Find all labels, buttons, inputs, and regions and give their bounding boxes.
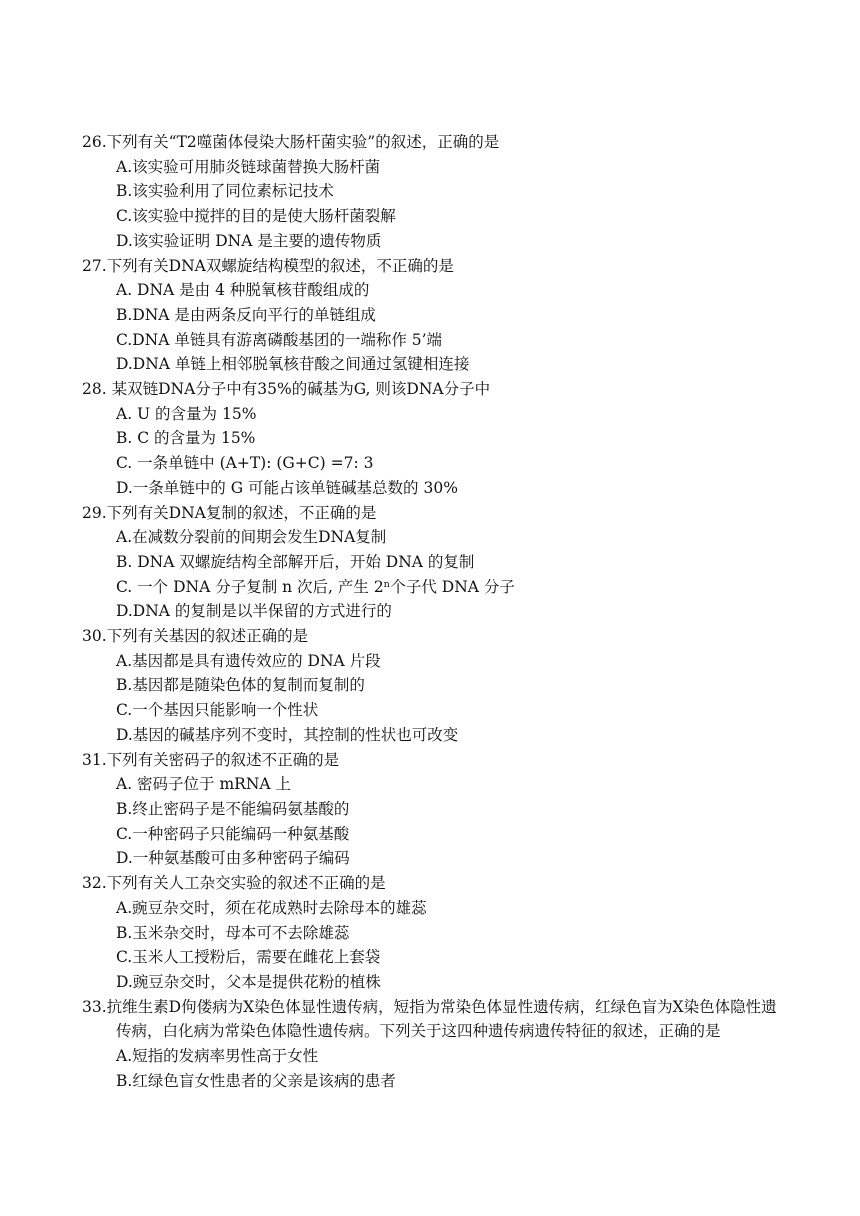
question-stem: 30.下列有关基因的叙述正确的是	[82, 627, 309, 646]
question-stem: 27.下列有关DNA双螺旋结构模型的叙述，不正确的是	[82, 256, 454, 275]
question-stem: 29.下列有关DNA复制的叙述，不正确的是	[82, 503, 377, 522]
question-stem: 32.下列有关人工杂交实验的叙述不正确的是	[82, 874, 386, 893]
question-26	[82, 130, 782, 254]
option-a: A.在减数分裂前的间期会发生DNA复制	[116, 528, 387, 547]
option-list	[82, 772, 782, 871]
option-b: B.DNA 是由两条反向平行的单链组成	[116, 305, 376, 324]
option-c: C. 一个 DNA 分子复制 n 次后, 产生 2ⁿ个子代 DNA 分子	[116, 577, 515, 596]
option-b: B. C 的含量为 15%	[116, 429, 256, 448]
option-d: D.一条单链中的 G 可能占该单链碱基总数的 30%	[116, 478, 458, 497]
option-d: D.一种氨基酸可由多种密码子编码	[116, 849, 350, 868]
option-list	[82, 896, 782, 995]
option-c: C.一个基因只能影响一个性状	[116, 701, 319, 720]
question-30	[82, 624, 782, 748]
option-list	[82, 402, 782, 501]
option-list	[82, 1044, 782, 1093]
option-c: C. 一条单链中 (A+T): (G+C) =7: 3	[116, 454, 374, 473]
question-stem: 26.下列有关“T2噬菌体侵染大肠杆菌实验”的叙述，正确的是	[82, 133, 500, 151]
option-list	[82, 525, 782, 624]
option-c: C.玉米人工授粉后，需要在雌花上套袋	[116, 948, 381, 967]
option-d: D.豌豆杂交时，父本是提供花粉的植株	[116, 972, 381, 991]
question-31	[82, 748, 782, 872]
option-a: A. U 的含量为 15%	[116, 404, 257, 423]
option-b: B. DNA 双螺旋结构全部解开后，开始 DNA 的复制	[116, 552, 475, 571]
option-c: C.该实验中搅拌的目的是使大肠杆菌裂解	[116, 207, 396, 226]
option-d: D.DNA 单链上相邻脱氧核苷酸之间通过氢键相连接	[116, 355, 470, 374]
option-d: D.该实验证明 DNA 是主要的遗传物质	[116, 231, 382, 250]
option-a: A.短指的发病率男性高于女性	[116, 1047, 319, 1066]
question-list	[82, 130, 782, 1093]
option-b: B.终止密码子是不能编码氨基酸的	[116, 799, 350, 818]
option-a: A. DNA 是由 4 种脱氧核苷酸组成的	[116, 281, 370, 300]
question-stem: 28. 某双链DNA分子中有35%的碱基为G, 则该DNA分子中	[82, 380, 491, 399]
option-b: B.红绿色盲女性患者的父亲是该病的患者	[116, 1071, 396, 1090]
option-list	[82, 155, 782, 254]
option-b: B.玉米杂交时，母本可不去除雄蕊	[116, 923, 350, 942]
option-d: D.DNA 的复制是以半保留的方式进行的	[116, 602, 392, 621]
option-b: B.基因都是随染色体的复制而复制的	[116, 676, 365, 695]
question-stem: 33.抗维生素D佝偻病为X染色体显性遗传病，短指为常染色体显性遗传病，红绿色盲为X染色体隐性遗传病，白化病为常染色体隐性遗传病。下列关于这四种遗传病遗传特征的叙述，正确的是	[82, 997, 777, 1041]
question-29	[82, 501, 782, 625]
question-28	[82, 377, 782, 501]
option-list	[82, 649, 782, 748]
option-c: C.一种密码子只能编码一种氨基酸	[116, 824, 350, 843]
question-stem: 31.下列有关密码子的叙述不正确的是	[82, 750, 340, 769]
option-list	[82, 278, 782, 377]
option-c: C.DNA 单链具有游离磷酸基团的一端称作 5’端	[116, 330, 443, 349]
question-33	[82, 995, 782, 1094]
question-27	[82, 254, 782, 378]
option-a: A.基因都是具有遗传效应的 DNA 片段	[116, 651, 381, 670]
option-a: A.豌豆杂交时，须在花成熟时去除母本的雄蕊	[116, 898, 427, 917]
option-d: D.基因的碱基序列不变时，其控制的性状也可改变	[116, 725, 459, 744]
option-b: B.该实验利用了同位素标记技术	[116, 182, 334, 201]
question-32	[82, 871, 782, 995]
option-a: A. 密码子位于 mRNA 上	[116, 775, 292, 794]
option-a: A.该实验可用肺炎链球菌替换大肠杆菌	[116, 157, 381, 176]
